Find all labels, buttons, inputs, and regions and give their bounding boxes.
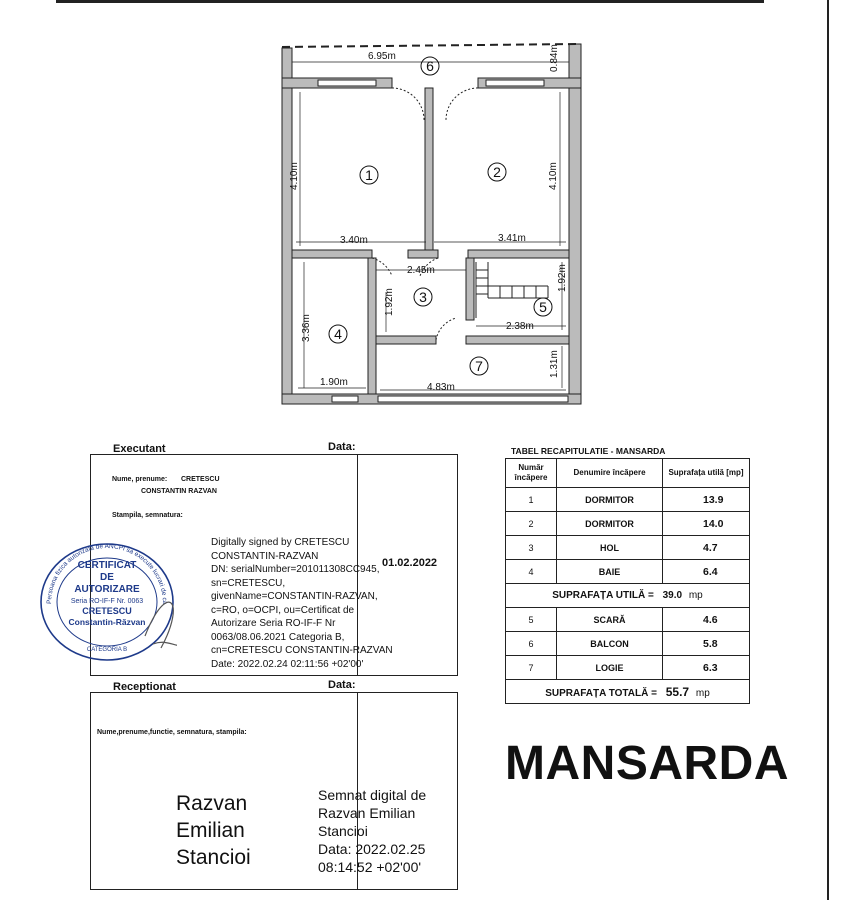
sum-util-row (506, 584, 750, 608)
cell-area: 4.6 (663, 608, 750, 632)
sum-util-unit: mp (688, 590, 703, 601)
balcony-edge (282, 44, 578, 47)
sig-line: givenName=CONSTANTIN-RAZVAN, (211, 591, 378, 602)
sig-line: Autorizare Seria RO-IF-F Nr (211, 618, 336, 629)
room-label-1: 1 (365, 167, 373, 183)
signer-line: Razvan (176, 792, 248, 815)
sig-line: c=RO, o=OCPI, ou=Certificat de (211, 604, 355, 616)
stamp-line6: Constantin-Răzvan (68, 617, 146, 627)
wall-right (569, 44, 581, 404)
window (486, 80, 544, 86)
cell-name: DORMITOR (557, 512, 663, 536)
executant-hand-date: 01.02.2022 (382, 557, 438, 569)
cell-name: BAIE (557, 560, 663, 584)
sig-line: Razvan Emilian (318, 805, 416, 821)
header-nr: Număr încăpere (506, 459, 557, 488)
dim-hall-width: 2.45m (407, 265, 435, 276)
window (378, 396, 568, 402)
sig-line: sn=CRETESCU, (211, 577, 286, 589)
sum-total-row (506, 680, 750, 704)
room-label-7: 7 (475, 358, 483, 374)
dim-room1-width: 3.40m (340, 235, 368, 246)
room-label-5: 5 (539, 299, 547, 315)
dim-bath-width: 1.90m (320, 377, 348, 388)
cell-area: 6.3 (663, 656, 750, 680)
cell-area: 14.0 (663, 512, 750, 536)
sig-line: CONSTANTIN-RAZVAN (211, 550, 319, 562)
cell-name: LOGIE (557, 656, 663, 680)
signer-line: Emilian (176, 819, 245, 842)
cell-area: 5.8 (663, 632, 750, 656)
stamp-line4: Seria RO-IF-F Nr. 0063 (70, 598, 144, 605)
stamp-line5: CRETESCU (82, 606, 132, 616)
signer-line: Stancioi (176, 846, 251, 869)
stamp-line1: CERTIFICAT (77, 560, 137, 571)
cell-area: 4.7 (663, 536, 750, 560)
dim-room2-width: 3.41m (498, 233, 526, 244)
cell-area: 6.4 (663, 560, 750, 584)
sum-total-label: SUPRAFAȚA TOTALĂ = (545, 687, 657, 699)
cell-name: SCARĂ (557, 608, 663, 632)
sum-total-value: 55.7 (665, 684, 690, 699)
table-caption: TABEL RECAPITULATIE - MANSARDA (511, 446, 666, 456)
floor-plan (0, 0, 847, 420)
sig-line: DN: serialNumber=201011308CC945, (211, 564, 380, 575)
stamp-arc-text: Persoana fizica autorizata de ANCPI sa execute lucrari de ca (45, 542, 169, 605)
table-row (506, 656, 750, 680)
dim-top-right: 0.84m (549, 44, 560, 72)
sig-line: cn=CRETESCU CONSTANTIN-RAZVAN (211, 645, 393, 656)
dim-logia-width: 4.83m (427, 382, 455, 393)
sig-line: Stancioi (318, 823, 368, 839)
sig-line: Digitally signed by CRETESCU (211, 537, 350, 548)
room-label-3: 3 (419, 289, 427, 305)
room-label-4: 4 (334, 326, 342, 342)
dim-hall-height: 1.92m (384, 288, 395, 316)
table-row (506, 560, 750, 584)
cell-nr: 4 (506, 560, 557, 584)
table-row (506, 488, 750, 512)
executant-name-label: Nume, prenume: (112, 476, 168, 483)
sum-util-value: 39.0 (662, 590, 683, 601)
cell-nr: 6 (506, 632, 557, 656)
cell-nr: 7 (506, 656, 557, 680)
cell-nr: 1 (506, 488, 557, 512)
dim-stair-height: 1.92m (557, 264, 568, 292)
stamp-category: CATEGORIA B (86, 647, 128, 653)
receptionat-title: Receptionat (113, 681, 176, 693)
sig-line: Data: 2022.02.25 (318, 841, 426, 857)
dim-room1-height: 4.10m (289, 162, 300, 190)
header-name: Denumire încăpere (557, 459, 663, 488)
authorization-stamp (37, 540, 177, 662)
table-row (506, 536, 750, 560)
table-row (506, 608, 750, 632)
cell-name: DORMITOR (557, 488, 663, 512)
page-title: MANSARDA (505, 737, 789, 790)
stamp-line2: DE (100, 572, 114, 583)
cell-nr: 5 (506, 608, 557, 632)
room-label-2: 2 (493, 164, 501, 180)
receptionat-signer-name (176, 790, 251, 871)
dim-bath-height: 3.36m (301, 314, 312, 342)
window (318, 80, 376, 86)
stairs (476, 262, 548, 318)
receptionat-digital-signature (318, 786, 426, 876)
receptionat-fields-label: Nume,prenume,functie, semnatura, stampila: (97, 729, 247, 736)
table-row (506, 512, 750, 536)
sum-util-label: SUPRAFAȚA UTILĂ = (552, 590, 654, 601)
room-label-6: 6 (426, 58, 434, 74)
executant-title: Executant (113, 443, 166, 455)
recap-table (505, 458, 750, 704)
wall-partition (425, 88, 433, 250)
cell-nr: 3 (506, 536, 557, 560)
table-row (506, 632, 750, 656)
sig-line: 0063/08.06.2021 Categoria B, (211, 631, 345, 643)
dim-room2-height: 4.10m (548, 162, 559, 190)
executant-name-line1: CRETESCU (181, 476, 220, 483)
window (332, 396, 358, 402)
sum-total-unit: mp (695, 687, 710, 699)
dim-logia-height: 1.31m (549, 350, 560, 378)
wall-left (282, 48, 292, 404)
dim-stair-width: 2.38m (506, 321, 534, 332)
cell-name: HOL (557, 536, 663, 560)
receptionat-data-label: Data: (328, 679, 356, 691)
stamp-line3: AUTORIZARE (74, 584, 140, 595)
sig-line: Semnat digital de (318, 787, 427, 803)
header-area: Suprafața utilă [mp] (663, 459, 750, 488)
sig-line: 08:14:52 +02'00' (318, 859, 422, 875)
cell-name: BALCON (557, 632, 663, 656)
executant-name-line2: CONSTANTIN RAZVAN (141, 488, 217, 495)
cell-area: 13.9 (663, 488, 750, 512)
cell-nr: 2 (506, 512, 557, 536)
executant-digital-signature (211, 536, 393, 671)
executant-data-label: Data: (328, 441, 356, 453)
executant-stamp-label: Stampila, semnatura: (112, 512, 183, 519)
sig-line: Date: 2022.02.24 02:11:56 +02'00' (211, 658, 364, 670)
dim-top-width: 6.95m (368, 51, 396, 62)
